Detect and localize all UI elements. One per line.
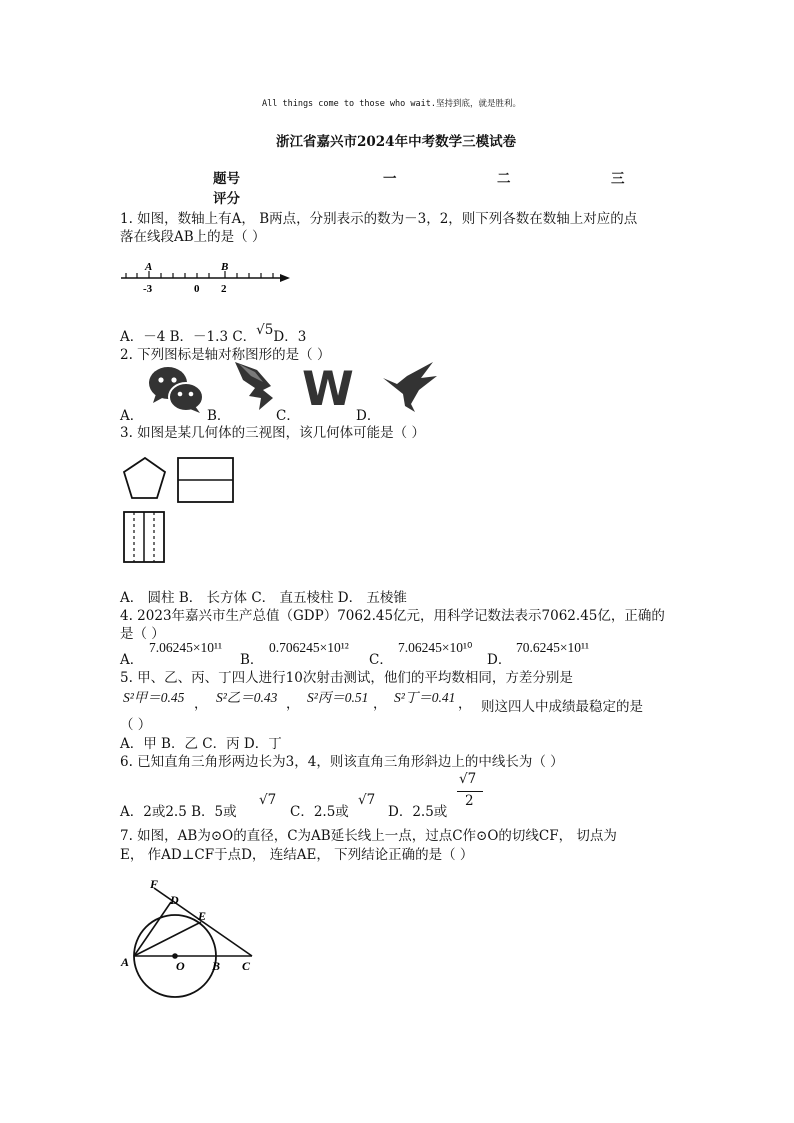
score-col-1: 一 [383,171,397,187]
point-f-label: F [150,877,159,891]
q2-option-d-label: D． [356,408,381,424]
q5-text-line3: （ ） [120,717,152,733]
q6-option-d-frac-num: √7 [459,771,477,787]
point-b-label: B [212,959,221,973]
wing-bolt-logo-icon [233,360,277,412]
q5-variance-bing: S²丙＝0.51 [307,690,369,705]
q5-options: A．甲 B．乙 C．丙 D．丁 [120,736,282,752]
q1-option-a: A．－4 [120,329,166,345]
q5-sep-2: ， [286,696,300,712]
document-title: 浙江省嘉兴市2024年中考数学三模试卷 [276,134,517,150]
q1-text-line1: 1. 如图，数轴上有A， B两点，分别表示的数为－3，2，则下列各数在数轴上对应的点 [120,211,638,227]
q5-sep-1: ， [194,696,208,712]
q5-text-line1: 5. 甲、乙、丙、丁四人进行10次射击测试，他们的平均数相同，方差分别是 [120,670,573,686]
score-row-label: 题号 [213,171,240,187]
point-b-label: B [221,261,229,273]
hummingbird-logo-icon [381,360,439,414]
q1-option-d: D．3 [273,329,307,345]
q6-frac-bar [457,791,483,792]
q6-text: 6. 已知直角三角形两边长为3，4，则该直角三角形斜边上的中线长为（ ） [120,754,564,770]
q2-text: 2. 下列图标是轴对称图形的是（ ） [120,347,331,363]
w-logo-icon: W [302,362,354,417]
circle-tangent-figure [118,876,260,1002]
q5-variance-ding: S²丁＝0.41 [394,690,456,705]
header-motto: All things come to those who wait.坚持到底，就是胜利。 [262,99,521,109]
score-row-label-2: 评分 [213,191,240,207]
q5-variance-jia: S²甲＝0.45 [123,690,185,705]
q7-text-line1: 7. 如图，AB为⊙O的直径，C为AB延长线上一点，过点C作⊙O的切线CF， 切点为 [120,828,617,844]
q4-option-b: B． [240,652,264,668]
q1-options [120,322,307,345]
q4-option-b-value: 0.706245×10¹² [269,640,349,655]
q4-option-a-value: 7.06245×10¹¹ [149,640,223,655]
q6-option-c: C．2.5或 [290,804,349,820]
q1-text-line2: 落在线段AB上的是（ ） [120,229,266,245]
point-e-label: E [198,909,207,923]
q4-option-d-value: 70.6245×10¹¹ [516,640,590,655]
q4-option-d: D． [487,652,512,668]
tick-label-0: 0 [194,283,200,295]
point-o-label: O [176,959,185,973]
q6-option-b-sqrt7: √7 [259,792,277,808]
q5-variance-yi: S²乙＝0.43 [216,690,278,705]
q3-text: 3. 如图是某几何体的三视图，该几何体可能是（ ） [120,425,425,441]
number-line-figure [115,258,295,298]
score-col-2: 二 [497,171,511,187]
q7-text-line2: E， 作AD⊥CF于点D， 连结AE， 下列结论正确的是（ ） [120,847,474,863]
q1-option-c: C． [232,329,257,345]
q5-sep-4: ， [458,696,472,712]
q4-option-a: A． [120,652,144,668]
point-a-label: A [145,261,153,273]
q5-sep-3: ， [373,696,387,712]
point-c-label: C [242,959,251,973]
q4-option-c: C． [369,652,393,668]
front-view-pentagon [124,458,165,498]
tick-label-2: 2 [221,283,227,295]
point-a-label: A [121,955,130,969]
q4-text-line1: 4. 2023年嘉兴市生产总值（GDP）7062.45亿元，用科学记数法表示7062.45亿，正确的 [120,608,665,624]
tick-label-neg3: -3 [143,283,153,295]
q6-option-ab: A．2或2.5 B．5或 [120,804,237,820]
q3-options: A． 圆柱 B． 长方体 C． 直五棱柱 D． 五棱锥 [120,590,407,606]
q5-text-line2-tail: 则这四人中成绩最稳定的是 [481,699,643,715]
q2-option-a-label: A． [120,408,144,424]
q4-option-c-value: 7.06245×10¹⁰ [398,640,473,655]
three-view-figure [118,452,240,566]
q4-text-line2: 是（ ） [120,626,165,642]
q6-option-d-frac-den: 2 [465,793,474,809]
q1-option-b: B．－1.3 [169,329,229,345]
q6-option-c-sqrt7: √7 [358,792,376,808]
score-col-3: 三 [611,171,625,187]
q2-option-b-label: B． [207,408,231,424]
q6-option-d: D．2.5或 [388,804,448,820]
wechat-logo-icon [148,366,206,414]
point-d-label: D [170,893,179,907]
q1-option-c-value: √5 [256,322,274,338]
q2-option-c-label: C． [276,408,300,424]
